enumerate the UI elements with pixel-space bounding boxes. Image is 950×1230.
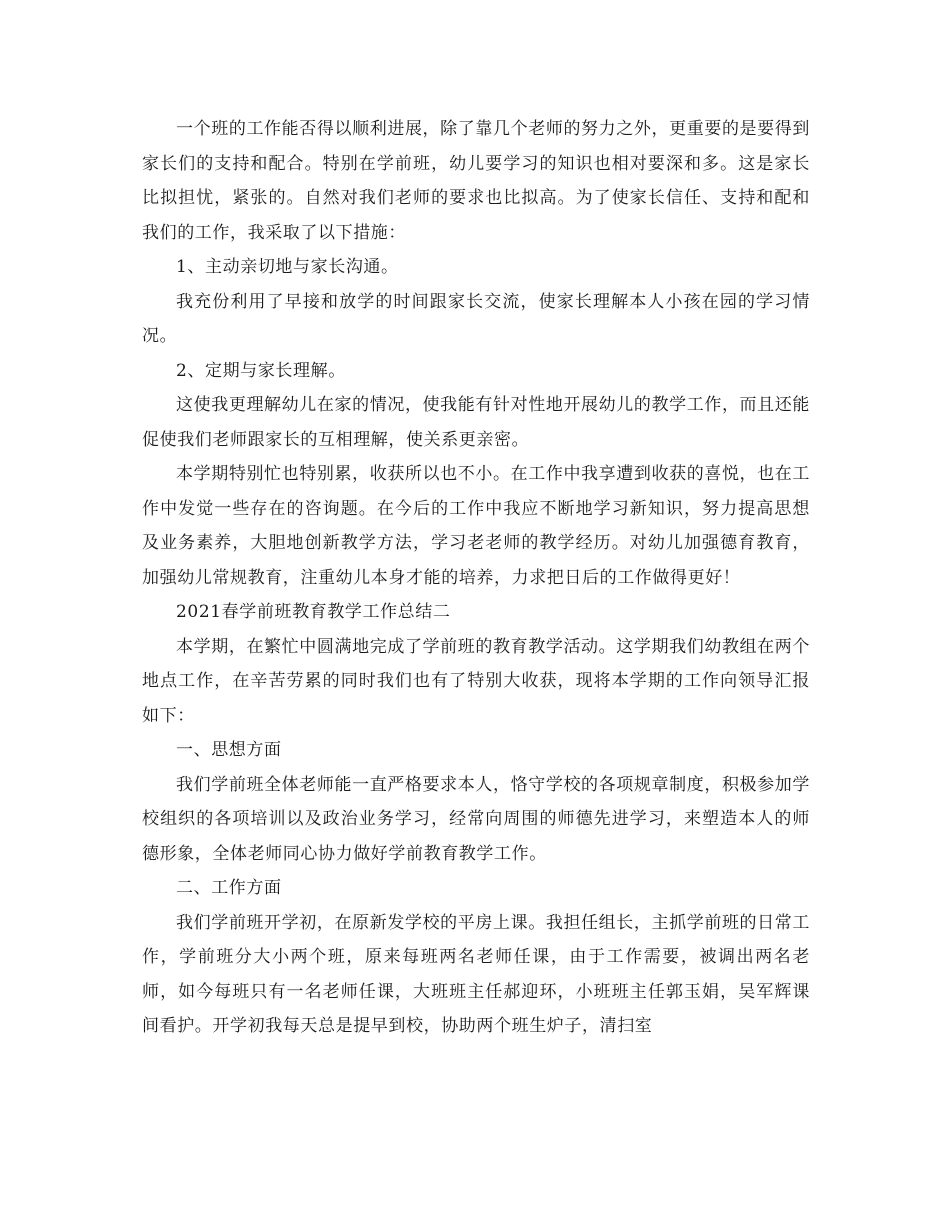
paragraph-work: 我们学前班开学初，在原新发学校的平房上课。我担任组长，主抓学前班的日常工作，学前班分大小两个班，原来每班两名老师任课，由于工作需要，被调出两名老师，如今每班只有一名老师任课，大班班主任郝迎环，小班班主任郭玉娟，吴军辉课间看护。开学初我每天总是提早到校，协助两个班生炉子，清扫室 xyxy=(142,912,810,1036)
paragraph-thought: 我们学前班全体老师能一直严格要求本人，恪守学校的各项规章制度，积极参加学校组织的各项培训以及政治业务学习，经常向周围的师德先进学习，来塑造本人的师德形象，全体老师同心协力做好学前教育教学工作。 xyxy=(142,774,810,864)
paragraph-measure-1-heading: 1、主动亲切地与家长沟通。 xyxy=(176,257,399,277)
document-body xyxy=(142,112,810,1044)
paragraph-intro: 一个班的工作能否得以顺利进展，除了靠几个老师的努力之外，更重要的是要得到家长们的支持和配合。特别在学前班，幼儿要学习的知识也相对要深和多。这是家长比拟担忧，紧张的。自然对我们老师的要求也比拟高。为了使家长信任、支持和配和我们的工作，我采取了以下措施： xyxy=(142,119,810,243)
heading-work: 二、工作方面 xyxy=(176,878,282,898)
paragraph-measure-2-body: 这使我更理解幼儿在家的情况，使我能有针对性地开展幼儿的教学工作，而且还能促使我们老师跟家长的互相理解，使关系更亲密。 xyxy=(142,395,810,450)
paragraph-measure-2-heading: 2、定期与家长理解。 xyxy=(176,360,346,381)
paragraph-measure-1-body: 我充份利用了早接和放学的时间跟家长交流，使家长理解本人小孩在园的学习情况。 xyxy=(142,291,810,346)
heading-thought: 一、思想方面 xyxy=(176,740,282,760)
section-title-summary-two: 2021春学前班教育教学工作总结二 xyxy=(176,602,451,622)
paragraph-conclusion: 本学期特别忙也特别累，收获所以也不小。在工作中我享遭到收获的喜悦，也在工作中发觉一些存在的咨询题。在今后的工作中我应不断地学习新知识，努力提高思想及业务素养，大胆地创新教学方法，学习老老师的教学经历。对幼儿加强德育教育，加强幼儿常规教育，注重幼儿本身才能的培养，力求把日后的工作做得更好！ xyxy=(142,464,810,588)
paragraph-summary-intro: 本学期，在繁忙中圆满地完成了学前班的教育教学活动。这学期我们幼教组在两个地点工作，在辛苦劳累的同时我们也有了特别大收获，现将本学期的工作向领导汇报如下： xyxy=(142,636,810,726)
